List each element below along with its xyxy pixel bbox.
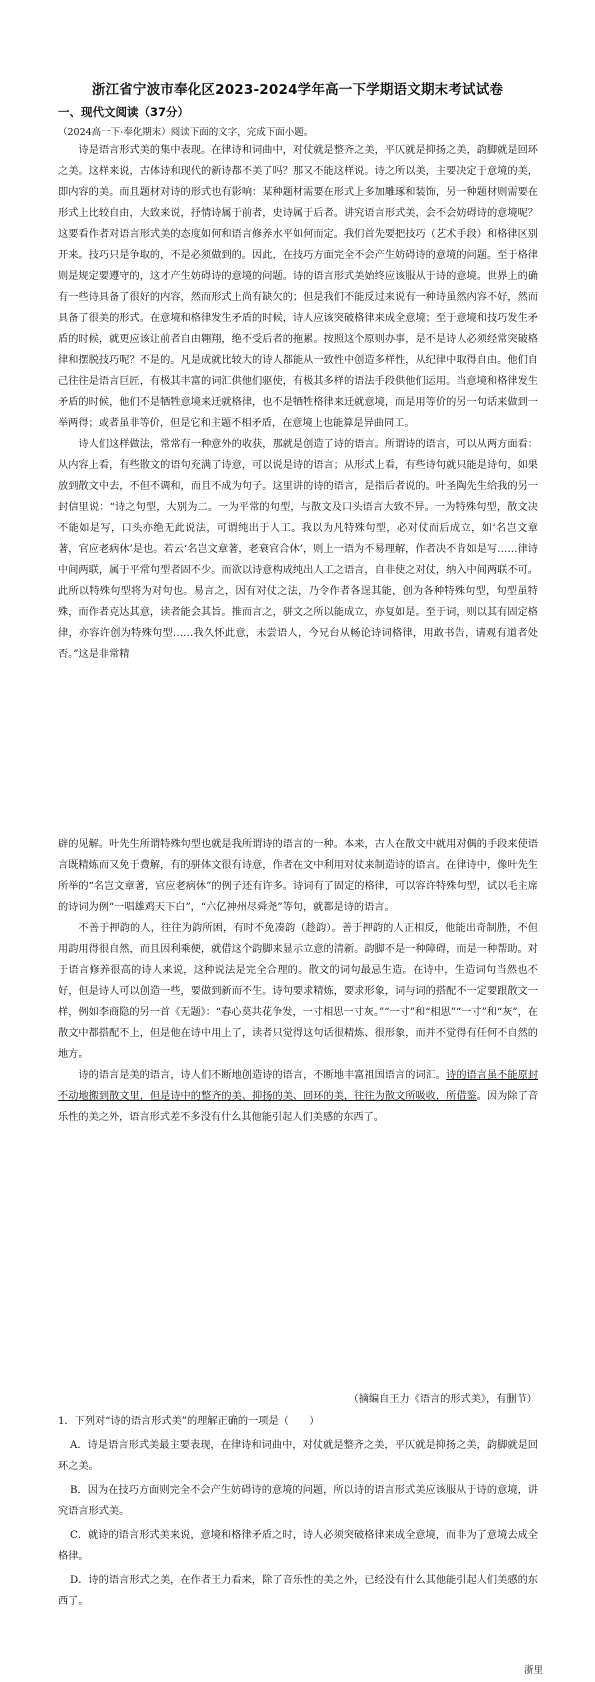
underlined-sentence: 诗的语言虽不能原封不动地搬到散文里，但是诗中的整齐的美、抑扬的美、回环的美，往往为散文所吸收，所借鉴 xyxy=(58,1070,539,1102)
paragraph-1: 诗是语言形式美的集中表现。在律诗和词曲中，对仗就是整齐之美，平仄就是抑扬之美，韵脚就是回环之美。这样来说，古体诗和现代的新诗都不美了吗？那又不能这样说。诗之所以美，主要决定于意境的美，即内容的美。而且题材对诗的形式也有影响：某种题材需要在形式上多加雕琢和装饰，另一种题材则需要在形式上比较自由，大致来说，抒情诗属于前者，史诗属于后者。讲究语言形式美，会不会妨碍诗的意境呢？这要看作者对语言形式美的态度如何和语言修养水平如何而定。我们首先要把技巧（艺术手段）和格律区别开来。技巧只是争取的，不是必须做到的。因此，在技巧方面完全不会产生妨碍诗的意境的问题。至于格律则是规定要遵守的，这才产生妨碍诗的意境的问题。诗的语言形式美始终应该服从于诗的意境。世界上的确有一些诗具备了很好的内容，然而形式上尚有缺欠的；但是我们不能反过来说有一种诗虽然内容不好，然而具备了很美的形式。在意境和格律发生矛盾的时候，诗人应该突破格律来成全意境；至于意境和技巧发生矛盾的时候，就更应该让前者自由翱翔，绝不受后者的拖累。按照这个原则办事，是不是诗人必须经常突破格律和摆脱技巧呢？不是的。凡是成就比较大的诗人都能从一致性中创造多样性，从纪律中取得自由。他们自己往往是语言巨匠，有极其丰富的词汇供他们驱使，有极其多样的语法手段供他们运用。当意境和格律发生矛盾的时候，他们不是牺牲意境来迁就格律，也不是牺牲格律来迁就意境，而是用等价的另一句话来做到一举两得；或者虽非等价，但是它和主题不相矛盾，在意境上也能算是异曲同工。 xyxy=(58,145,538,429)
question-1-option-d[interactable]: D．诗的语言形式之美，在作者王力看来，除了音乐性的美之外，已经没有什么其他能引起人们美感的东西了。 xyxy=(58,1575,538,1607)
paragraph-2a: 诗人们这样做法，常常有一种意外的收获，那就是创造了诗的语言。所谓诗的语言，可以从两方面看：从内容上看，有些散文的语句充满了诗意，可以说是诗的语言；从形式上看，有些诗句就只能是诗句，如果放到散文中去，不但不调和，而且不成为句子。这里讲的诗的语言，是指后者说的。叶圣陶先生给我的另一封信里说：“诗之句型，大别为二。一为平常的句型，与散文及口头语言大致不异。一为特殊句型，散文决不能如是写，口头亦绝无此说法，可谓纯出于人工。我以为凡特殊句型，必对仗而后成立，如‘名岂文章著，官应老病休’是也。若云‘名岂文章著，老衰官合休’，则上一语为不易理解，作者决不肯如是写……律诗中间两联，属于平常句型者固不少。而欲以诗意构成纯出人工之语言，自非使之对仗，纳入中间两联不可。此所以特殊句型将为对句也。易言之，因有对仗之法，乃令作者各逞其能，创为各种特殊句型，句型虽特殊，而作者克达其意，读者能会其旨。推而言之，骈文之所以能成立，亦复如是。至于词，则以其有固定格律，亦容许创为特殊句型……我久怀此意，未尝语人，今兄台从畅论诗词格律，用敢书告，请观有道者处否。”这是非常精 xyxy=(58,439,538,660)
paragraph-4-post: 。因为除了音乐性的美之外，语言形式差不多没有什么其他能引起人们美感的东西了。 xyxy=(58,1091,539,1123)
paragraph-3: 不善于押韵的人，往往为韵所困，有时不免凑韵（趁韵）。善于押韵的人正相反，他能出奇制胜，不但用韵用得很自然，而且因利乘便，就借这个韵脚来显示立意的清新。韵脚不是一种障碍，而是一种帮助。对于语言修养很高的诗人来说，这种说法是完全合理的。散文的词句最忌生造。在诗中，生造词句当然也不好，但是诗人可以创造一些，要做到新而不生。诗句要求精炼，要求形象，词与词的搭配不一定要跟散文一样，例如李商隐的另一首《无题》：“春心莫共花争发，一寸相思一寸灰。”“一寸”和“相思”“一寸”和“灰”，在散文中都搭配不上，但是他在诗中用上了，读者只觉得这句话很精炼、很形象，而并不觉得有任何不自然的地方。 xyxy=(58,923,538,1060)
passage-part-2 xyxy=(58,834,538,1128)
question-1-option-c[interactable]: C．就诗的语言形式美来说，意境和格律矛盾之时，诗人必须突破格律来成全意境，而非为了意境去成全格律。 xyxy=(58,1530,538,1562)
paragraph-4-pre: 诗的语言是美的语言，诗人们不断地创造诗的语言，不断地丰富祖国语言的词汇。 xyxy=(78,1070,447,1081)
question-1: 1．下列对“诗的语言形式美”的理解正确的一项是（ ） xyxy=(58,1416,320,1427)
passage-part-1 xyxy=(58,140,538,665)
footer-mark: 浙里 xyxy=(523,1665,543,1676)
exam-title: 浙江省宁波市奉化区2023-2024学年高一下学期语文期末考试试卷 xyxy=(91,82,504,98)
section-heading: 一、现代文阅读（37分） xyxy=(58,105,190,119)
paragraph-4 xyxy=(58,1065,538,1128)
question-1-option-b[interactable]: B．因为在技巧方面则完全不会产生妨碍诗的意境的问题，所以诗的语言形式美应该服从于诗的意境，讲究语言形式美。 xyxy=(58,1485,538,1517)
citation: （摘编自王力《语言的形式美》，有删节） xyxy=(348,1394,537,1405)
source-line: （2024高一下·奉化期末）阅读下面的文字，完成下面小题。 xyxy=(58,127,314,138)
question-1-option-a[interactable]: A．诗是语言形式美最主要表现，在律诗和词曲中，对仗就是整齐之美，平仄就是抑扬之美，韵脚就是回环之美。 xyxy=(58,1440,538,1472)
paragraph-2b: 辟的见解。叶先生所谓特殊句型也就是我所谓诗的语言的一种。本来，古人在散文中就用对偶的手段来使语言既精炼而又免于费解，有的骈体文很有诗意，作者在文中利用对仗来制造诗的语言。在律诗中，像叶先生所举的“名岂文章著，官应老病休”的例子还有许多。诗词有了固定的格律，可以容许特殊句型，试以毛主席的诗词为例“一唱雄鸡天下白”，“六亿神州尽舜尧”等句，就都是诗的语言。 xyxy=(58,839,538,913)
